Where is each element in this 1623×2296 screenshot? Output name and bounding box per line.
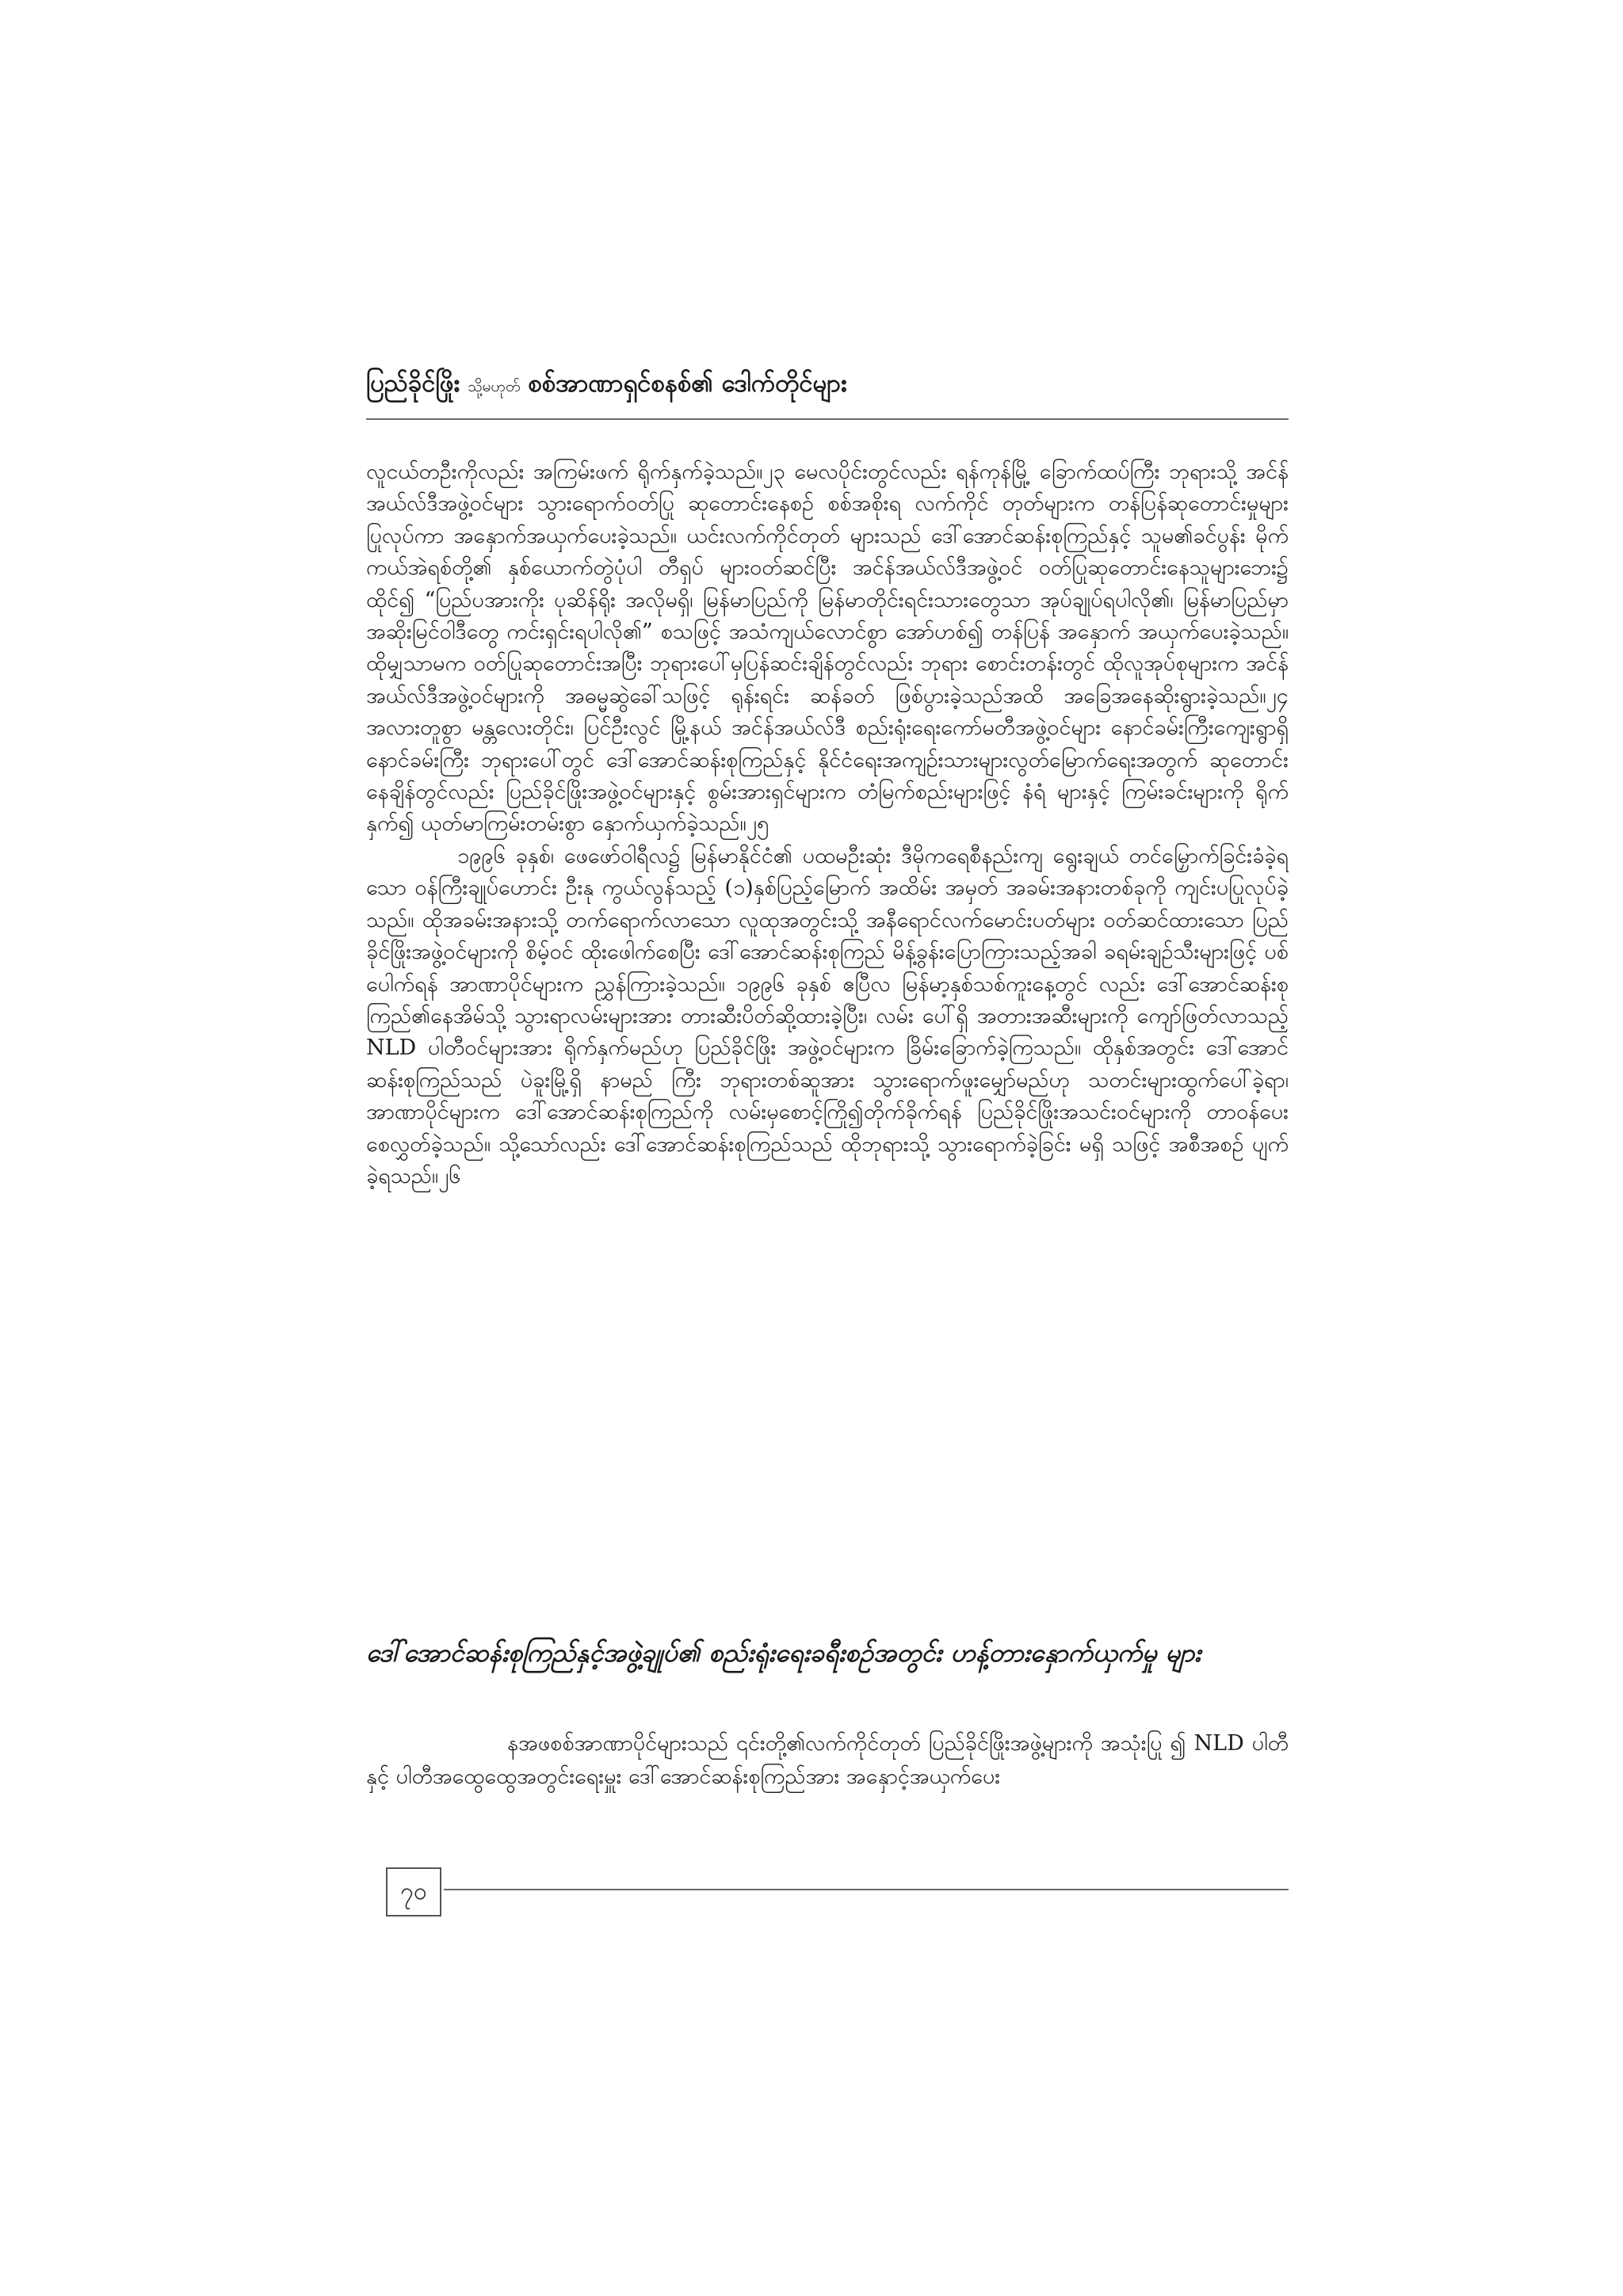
header-connector: သို့မဟုတ် — [468, 378, 521, 395]
main-body — [366, 456, 1289, 1589]
paragraph-1: လူငယ်တဦးကိုလည်း အကြမ်းဖက် ရိုက်နှက်ခဲ့သည်။၂၃ မေလပိုင်းတွင်လည်း ရန်ကုန်မြို့ ခြောက်ထပ်ကြီး ဘုရားသို့ အင်န်အယ်လ်ဒီအဖွဲ့ဝင်များ သွားရောက်ဝတ်ပြု ဆုတောင်းနေစဉ် စစ်အစိုးရ လက်ကိုင် တုတ်များက တန်ပြန်ဆုတောင်းမှုများပြုလုပ်ကာ အနှောက်အယှက်ပေးခဲ့သည်။ ယင်းလက်ကိုင်တုတ် များသည် ဒေါ်အောင်ဆန်းစုကြည်နှင့် သူမ၏ခင်ပွန်း မိုက်ကယ်အဲရစ်တို့၏ နှစ်ယောက်တွဲပုံပါ တီရှပ် များဝတ်ဆင်ပြီး အင်န်အယ်လ်ဒီအဖွဲ့ဝင် ဝတ်ပြုဆုတောင်းနေသူများဘေး၌ ထိုင်၍ “ပြည်ပအားကိုး ပုဆိန်ရိုး အလိုမရှိ၊ မြန်မာပြည်ကို မြန်မာတိုင်းရင်းသားတွေသာ အုပ်ချုပ်ရပါလို၏၊ မြန်မာပြည်မှာ အဆိုးမြင်ဝါဒီတွေ ကင်းရှင်းရပါလို၏” စသဖြင့် အသံကျယ်လောင်စွာ အော်ဟစ်၍ တန်ပြန် အနှောက် အယှက်ပေးခဲ့သည်။ ထိုမျှသာမက ဝတ်ပြုဆုတောင်းအပြီး ဘုရားပေါ်မှပြန်ဆင်းချိန်တွင်လည်း ဘုရား စောင်းတန်းတွင် ထိုလူအုပ်စုများက အင်န်အယ်လ်ဒီအဖွဲ့ဝင်များကို အဓမ္မဆွဲခေါ်သဖြင့် ရုန်းရင်း ဆန်ခတ် ဖြစ်ပွားခဲ့သည်အထိ အခြေအနေဆိုးရွားခဲ့သည်။၂၄ အလားတူစွာ မန္တလေးတိုင်း၊ ပြင်ဦးလွင် မြို့နယ် အင်န်အယ်လ်ဒီ စည်းရုံးရေးကော်မတီအဖွဲ့ဝင်များ နောင်ခမ်းကြီးကျေးရွာရှိ နောင်ခမ်းကြီး ဘုရားပေါ်တွင် ဒေါ်အောင်ဆန်းစုကြည်နှင့် နိုင်ငံရေးအကျဉ်းသားများလွတ်မြောက်ရေးအတွက် ဆုတောင်းနေချိန်တွင်လည်း ပြည်ခိုင်ဖြိုးအဖွဲ့ဝင်များနှင့် စွမ်းအားရှင်များက တံမြက်စည်းများဖြင့် နံရံ များနှင့် ကြမ်းခင်းများကို ရိုက်နှက်၍ ယုတ်မာကြမ်းတမ်းစွာ နှောက်ယှက်ခဲ့သည်။၂၅ — [366, 460, 1289, 837]
section-paragraph: နအဖစစ်အာဏာပိုင်များသည် ၎င်းတို့၏လက်ကိုင်တုတ် ပြည်ခိုင်ဖြိုးအဖွဲ့များကို အသုံးပြု ၍ NLD ပါတီနှင့် ပါတီအထွေထွေအတွင်းရေးမှူး ဒေါ်အောင်ဆန်းစုကြည်အား အနှောင့်အယှက်ပေး — [366, 1731, 1289, 1789]
paragraph-2: ၁၉၉၆ ခုနှစ်၊ ဖေဖော်ဝါရီလ၌ မြန်မာနိုင်ငံ၏ ပထမဦးဆုံး ဒီမိုကရေစီနည်းကျ ရွေးချယ် တင်မြှောက်ခြင်းခံခဲ့ရသော ဝန်ကြီးချုပ်ဟောင်း ဦးနု ကွယ်လွန်သည့် (၁)နှစ်ပြည့်မြောက် အထိမ်း အမှတ် အခမ်းအနားတစ်ခုကို ကျင်းပပြုလုပ်ခဲ့သည်။ ထိုအခမ်းအနားသို့ တက်ရောက်လာသော လူထုအတွင်းသို့ အနီရောင်လက်မောင်းပတ်များ ဝတ်ဆင်ထားသော ပြည်ခိုင်ဖြိုးအဖွဲ့ဝင်များကို စိမ့်ဝင် ထိုးဖေါက်စေပြီး ဒေါ်အောင်ဆန်းစုကြည် မိန့်ခွန်းပြောကြားသည့်အခါ ခရမ်းချဉ်သီးများဖြင့် ပစ်ပေါက်ရန် အာဏာပိုင်များက ညွှန်ကြားခဲ့သည်။ ၁၉၉၆ ခုနှစ် ဧပြီလ မြန်မာ့နှစ်သစ်ကူးနေ့တွင် လည်း ဒေါ်အောင်ဆန်းစုကြည်၏နေအိမ်သို့ သွားရာလမ်းများအား တားဆီးပိတ်ဆို့ထားခဲ့ပြီး၊ လမ်း ပေါ်ရှိ အတားအဆီးများကို ကျော်ဖြတ်လာသည့် NLD ပါတီဝင်များအား ရိုက်နှက်မည်ဟု ပြည်ခိုင်ဖြိုး အဖွဲ့ဝင်များက ခြိမ်းခြောက်ခဲ့ကြသည်။ ထိုနှစ်အတွင်း ဒေါ်အောင်ဆန်းစုကြည်သည် ပဲခူးမြို့ရှိ နာမည် ကြီး ဘုရားတစ်ဆူအား သွားရောက်ဖူးမျှော်မည်ဟု သတင်းများထွက်ပေါ်ခဲ့ရာ၊ အာဏာပိုင်များက ဒေါ်အောင်ဆန်းစုကြည်ကို လမ်းမှစောင့်ကြို၍တိုက်ခိုက်ရန် ပြည်ခိုင်ဖြိုးအသင်းဝင်များကို တာဝန်ပေး စေလွှတ်ခဲ့သည်။ သို့သော်လည်း ဒေါ်အောင်ဆန်းစုကြည်သည် ထိုဘုရားသို့ သွားရောက်ခဲ့ခြင်း မရှိ သဖြင့် အစီအစဉ် ပျက်ခဲ့ရသည်။၂၆ — [366, 843, 1289, 1188]
footer-divider — [444, 1889, 1289, 1890]
header-title: ပြည်ခိုင်ဖြိုး — [366, 369, 460, 398]
section-heading: ဒေါ်အောင်ဆန်းစုကြည်နှင့်အဖွဲ့ချုပ်၏ စည်းရုံးရေးခရီးစဉ်အတွင်း ဟန့်တားနှောက်ယှက်မှု များ — [366, 1638, 1201, 1668]
header-subtitle: စစ်အာဏာရှင်စနစ်၏ ဒေါက်တိုင်များ — [528, 369, 847, 398]
page-number: ၇၀ — [386, 1867, 441, 1917]
header-divider — [366, 418, 1289, 420]
running-header — [366, 366, 1289, 404]
